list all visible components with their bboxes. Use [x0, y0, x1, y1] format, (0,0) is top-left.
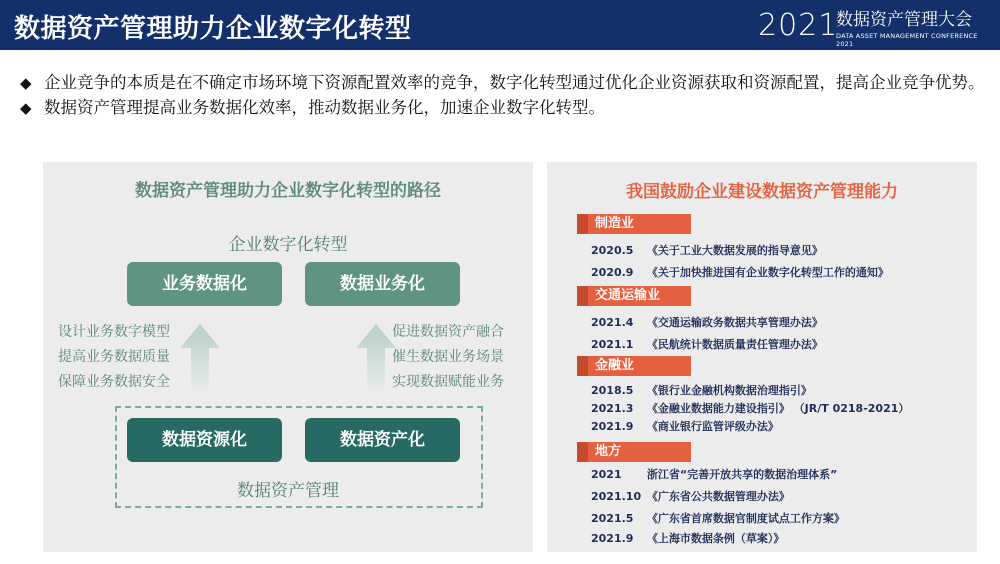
up-arrow-icon — [356, 324, 396, 394]
data-resourcing-box: 数据资源化 — [127, 418, 282, 462]
bullet-text: 企业竞争的本质是在不确定市场环境下资源配置效率的竞争，数字化转型通过优化企业资源获取和资源配置，提高企业竞争优势。 — [44, 73, 985, 92]
policy-date: 2018.5 — [591, 384, 634, 397]
category-local — [577, 442, 691, 462]
page-title: 数据资产管理助力企业数字化转型 — [14, 14, 412, 44]
data-assetization-box: 数据资产化 — [305, 418, 460, 462]
conference-logo — [758, 7, 994, 48]
diamond-bullet-icon: ◆ — [20, 99, 32, 117]
policy-title: 《金融业数据能力建设指引》 （JR/T 0218-2021） — [646, 402, 910, 415]
policy-title: 《广东省公共数据管理办法》 — [646, 490, 790, 503]
panel-title: 数据资产管理助力企业数字化转型的路径 — [135, 181, 441, 201]
bullet-text: 数据资产管理提高业务数据化效率，推动数据业务化，加速企业数字化转型。 — [44, 98, 605, 117]
logo-name-en: DATA ASSET MANAGEMENT CONFERENCE 2021 — [836, 32, 978, 48]
policy-title: 《广东省首席数据官制度试点工作方案》 — [646, 512, 845, 525]
category-transportation — [577, 286, 691, 306]
policy-item — [591, 400, 909, 416]
policy-item — [591, 510, 845, 526]
policy-item — [591, 418, 779, 434]
category-tab-marker — [577, 442, 588, 462]
policy-item — [591, 530, 784, 546]
policy-item — [591, 264, 889, 280]
category-manufacturing — [577, 214, 691, 234]
policy-date: 2021.4 — [591, 316, 634, 329]
category-tab-marker — [577, 356, 588, 376]
policy-date: 2021.1 — [591, 338, 634, 351]
policy-title: 《民航统计数据质量责任管理办法》 — [646, 338, 823, 351]
category-label: 制造业 — [595, 216, 635, 231]
bullet-item — [18, 97, 988, 119]
policy-date: 2021 — [591, 468, 622, 481]
panel-title: 我国鼓励企业建设数据资产管理能力 — [626, 182, 898, 202]
business-datafication-box: 业务数据化 — [127, 262, 282, 306]
policy-date: 2021.10 — [591, 490, 642, 503]
policy-title: 《关于工业大数据发展的指导意见》 — [646, 244, 823, 257]
policy-item — [591, 336, 823, 352]
diamond-bullet-icon: ◆ — [20, 74, 32, 92]
policy-item — [591, 242, 823, 258]
top-label: 企业数字化转型 — [228, 235, 348, 255]
bullet-item — [18, 72, 988, 94]
header-bar — [0, 0, 1000, 50]
policy-title: 浙江省“完善开放共享的数据治理体系” — [646, 468, 838, 481]
policy-item — [591, 488, 790, 504]
up-arrow-icon — [180, 324, 220, 394]
list-item: 催生数据业务场景 — [392, 349, 504, 365]
policy-title: 《商业银行监管评级办法》 — [646, 420, 779, 433]
policy-item — [591, 382, 812, 398]
list-item: 实现数据赋能业务 — [392, 374, 504, 390]
list-item: 促进数据资产融合 — [392, 324, 504, 340]
policy-item — [591, 466, 837, 482]
category-finance — [577, 356, 691, 376]
logo-year: 2021 — [758, 8, 839, 43]
policy-title: 《银行业金融机构数据治理指引》 — [646, 384, 812, 397]
policy-date: 2021.5 — [591, 512, 634, 525]
category-tab-marker — [577, 214, 588, 234]
bullet-list — [18, 72, 988, 122]
category-tab-marker — [577, 286, 588, 306]
transformation-path-panel — [43, 162, 533, 552]
category-label: 地方 — [595, 444, 622, 459]
policy-item — [591, 314, 823, 330]
policy-date: 2020.9 — [591, 266, 634, 279]
list-item: 设计业务数字模型 — [58, 324, 170, 340]
left-item-list — [58, 320, 170, 395]
logo-name-cn: 数据资产管理大会 — [836, 10, 972, 30]
data-businessization-box: 数据业务化 — [305, 262, 460, 306]
category-label: 交通运输业 — [595, 288, 661, 303]
policy-date: 2020.5 — [591, 244, 634, 257]
policy-date: 2021.9 — [591, 532, 634, 545]
policy-title: 《交通运输政务数据共享管理办法》 — [646, 316, 823, 329]
policy-title: 《关于加快推进国有企业数字化转型工作的通知》 — [646, 266, 889, 279]
policy-date: 2021.9 — [591, 420, 634, 433]
list-item: 提高业务数据质量 — [58, 349, 170, 365]
right-item-list — [392, 320, 504, 395]
bottom-label: 数据资产管理 — [237, 481, 339, 501]
policy-title: 《上海市数据条例（草案）》 — [646, 532, 785, 545]
policy-date: 2021.3 — [591, 402, 634, 415]
policy-panel — [547, 162, 977, 552]
category-label: 金融业 — [595, 358, 635, 373]
list-item: 保障业务数据安全 — [58, 374, 170, 390]
